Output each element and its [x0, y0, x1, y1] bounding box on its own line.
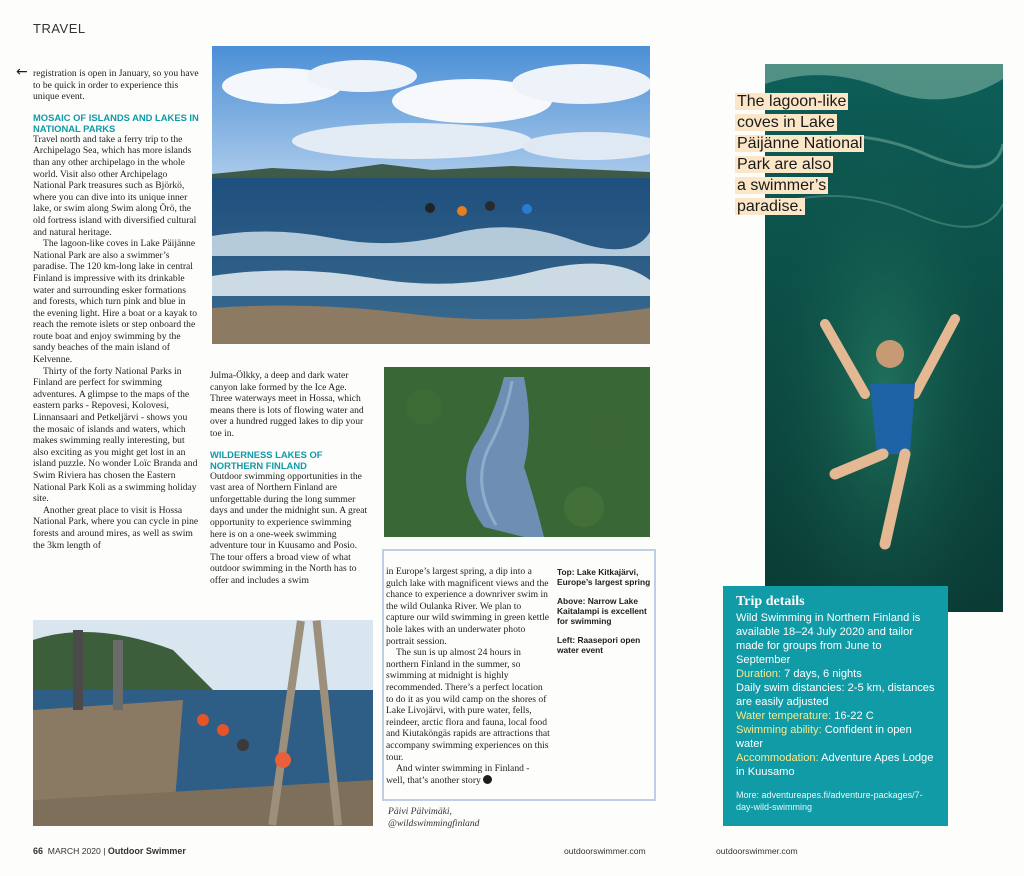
footer-site-1[interactable]: outdoorswimmer.com	[564, 846, 646, 856]
accommodation-value: Adventure Apes Lodge in Kuusamo	[736, 752, 934, 778]
ability-label: Swimming ability:	[736, 724, 822, 736]
paragraph: Outdoor swimming opportunities in the vast area of Northern Finland are unforgettable during the long summer days and under the midnight sun. A great opportunity to experience swimming here is on a one-week swimming adventure tour in Kuusamo and Posio. The tour offers a broad view of what outdoor swimming in the North has to offer and includes a swim	[210, 470, 368, 586]
closing-text: And winter swimming in Finland - well, that’s another story	[386, 763, 530, 786]
author-name: Päivi Pälvimäki,	[388, 806, 452, 817]
duration-value: 7 days, 6 nights	[784, 668, 862, 680]
trip-distance: Daily swim distancies: 2-5 km, distances are easily adjusted	[736, 682, 935, 708]
intro-paragraph: registration is open in January, so you have to be quick in order to experience this unique event.	[33, 68, 199, 103]
paragraph: Thirty of the forty National Parks in Finland are perfect for swimming adventures. A glimpse to the maps of the eastern parks - Repovesi, Kolovesi, Linnansaari and Petkeljärvi - shows you the mosaic of islands and waters, which makes swimming really interesting, but also exciting as you might get lost in an island puzzle. No wonder Loïc Branda and Swim Riviera has chosen the Eastern National Park Koli as a swimming holiday site.	[33, 365, 198, 505]
ability-value: Confident in open water	[736, 724, 912, 750]
magazine-name: Outdoor Swimmer	[107, 846, 186, 856]
temperature-value: 16-22 C	[834, 710, 874, 722]
section-label: TRAVEL	[33, 21, 86, 36]
temperature-label: Water temperature:	[736, 710, 832, 722]
pull-quote-line: paradise.	[737, 198, 803, 215]
byline	[388, 806, 479, 830]
page-number: 66	[33, 846, 44, 856]
trip-details-box	[723, 586, 948, 826]
paragraph: Travel north and take a ferry trip to the Archipelago Sea, which has more islands than any other archipelago in the whole world. Visit also other Archipelago National Park treasures such as Björkö, where you can dive into its unique inner lake, or swim along Swim along Örö, the old fortress island with diversified cultural and natural heritage.	[33, 133, 197, 238]
subhead-wilderness: WILDERNESS LAKES OF NORTHERN FINLAND	[210, 448, 323, 471]
trip-more-link[interactable]: More: adventureapes.fi/adventure-packages/7-day-wild-swimming	[736, 790, 923, 812]
trip-temperature	[736, 709, 935, 723]
footer-separator: |	[103, 846, 106, 856]
article-column-1	[33, 68, 199, 551]
accommodation-label: Accommodation:	[736, 752, 819, 764]
paragraph: in Europe’s largest spring, a dip into a gulch lake with magnificent views and the chance to experience a downriver swim in the wild Oulanka River. We plan to capture our wild swimming in green kettle hole lakes with an underwater photo portrait session.	[386, 566, 550, 647]
duration-label: Duration:	[736, 668, 782, 680]
trip-ability	[736, 723, 935, 751]
paragraph: Another great place to visit is Hossa National Park, where you can cycle in pine forests and around mires, as well as swim the 3km length of	[33, 504, 199, 551]
story-end-icon	[483, 775, 492, 784]
paragraph: The lagoon-like coves in Lake Päijänne National Park are also a swimmer’s paradise. The 120 km-long lake in central Finland is impressive with its drinkable water and surrounding esker formations and forests, which turn pink and blue in the evening light. Hire a boat or a kayak to reach the remote islets or step onboard the route boat and enjoy swimming by the sandy beaches of the main island of Kelvenne.	[33, 238, 198, 366]
paragraph: The sun is up almost 24 hours in northern Finland in the summer, so swimming at midnight is highly recommended. There’s a perfect location to do it as you wild camp on the shores of Lake Livojärvi, with pure water, fells, reindeer, arctic flora and fauna, local food and Kiutaköngäs rapids are attractions that accompany swimming experiences on this tour.	[386, 647, 550, 763]
article-column-2	[210, 370, 370, 587]
footer-site-2[interactable]: outdoorswimmer.com	[716, 846, 798, 856]
footer-left	[33, 846, 186, 856]
pull-quote-line: The lagoon-like	[737, 93, 847, 110]
pull-quote-line: Päijänne National	[737, 135, 863, 152]
paragraph	[386, 763, 550, 786]
pull-quote-line: Park are also	[737, 156, 832, 173]
paragraph: Julma-Ölkky, a deep and dark water canyon lake formed by the Ice Age. Three waterways meet in Hossa, which means there is lots of flowing water and over a hundred rugged lakes to dip your toe in.	[210, 370, 364, 439]
trip-duration	[736, 667, 935, 681]
caption-left: Left: Raasepori open water event	[557, 635, 641, 655]
pull-quote	[735, 91, 885, 217]
photo-captions	[557, 567, 653, 664]
trip-title: Trip details	[736, 594, 805, 609]
subhead-islands: MOSAIC OF ISLANDS AND LAKES IN NATIONAL PARKS	[33, 111, 199, 134]
photo-aerial-lake	[384, 367, 650, 537]
caption-top: Top: Lake Kitkajärvi, Europe’s largest spring	[557, 567, 651, 587]
trip-accommodation	[736, 751, 935, 779]
trip-intro: Wild Swimming in Northern Finland is available 18–24 July 2020 and tailor made for groups from June to September	[736, 612, 921, 666]
photo-dock-swimmers	[33, 620, 373, 826]
back-arrow-icon: ←	[16, 64, 28, 80]
pull-quote-line: coves in Lake	[737, 114, 835, 131]
issue-date: MARCH 2020	[47, 846, 101, 856]
pull-quote-line: a swimmer’s	[737, 177, 827, 194]
photo-swimmers-waves	[212, 46, 650, 344]
box-column	[386, 566, 550, 786]
caption-above: Above: Narrow Lake Kaitalampi is excellent for swimming	[557, 596, 647, 626]
author-handle: @wildswimmingfinland	[388, 818, 480, 829]
